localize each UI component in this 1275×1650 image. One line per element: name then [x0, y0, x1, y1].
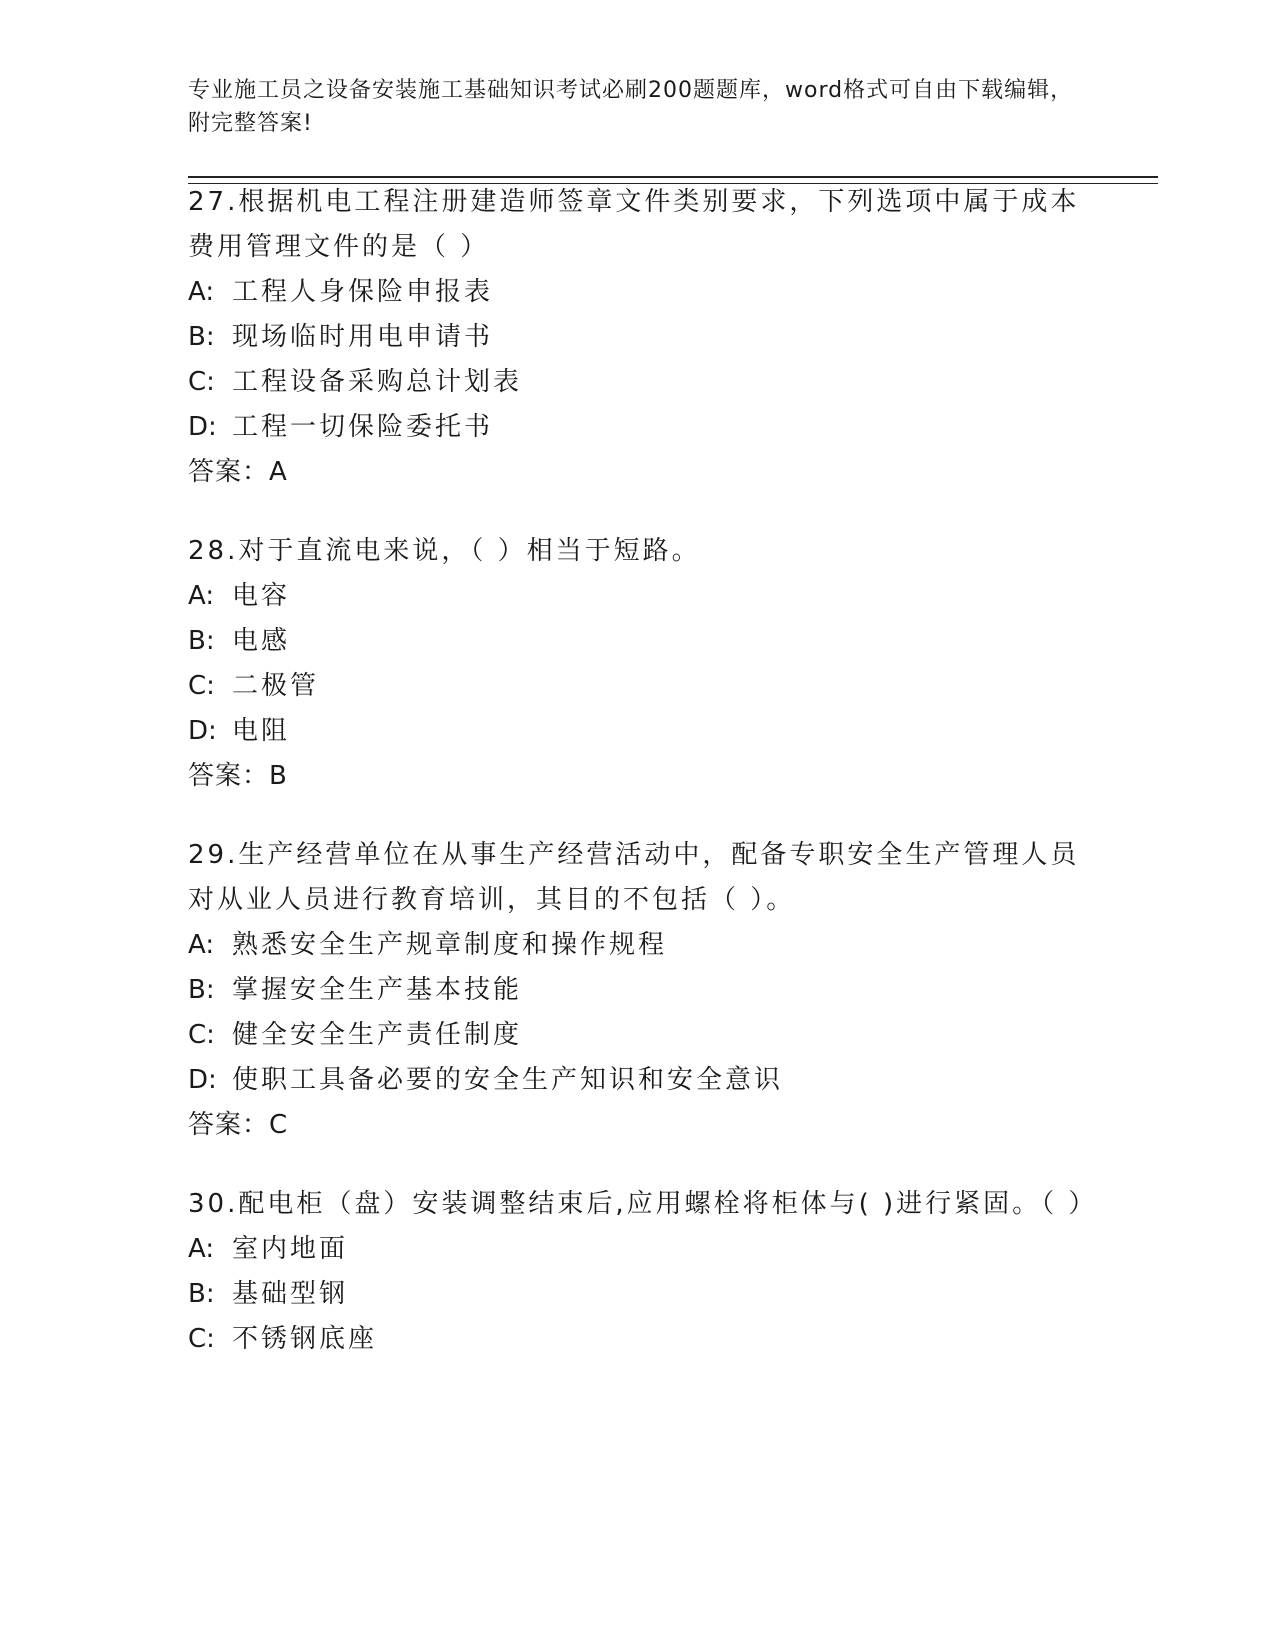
option-text: 使职工具备必要的安全生产知识和安全意识 [232, 1065, 784, 1095]
option-text: 电阻 [232, 716, 291, 746]
option-c [188, 1317, 1088, 1362]
header-divider-thick [188, 176, 1158, 178]
option-text: 二极管 [232, 671, 320, 701]
option-key: B: [188, 626, 215, 656]
option-text: 熟悉安全生产规章制度和操作规程 [232, 930, 668, 960]
answer: 答案：C [188, 1110, 289, 1140]
option-text: 工程一切保险委托书 [232, 412, 494, 442]
option-key: B: [188, 322, 215, 352]
option-key: A: [188, 930, 215, 960]
option-text: 工程人身保险申报表 [232, 277, 494, 307]
option-key: C: [188, 1020, 215, 1050]
option-key: C: [188, 671, 215, 701]
document-header: 专业施工员之设备安装施工基础知识考试必刷200题题库，word格式可自由下载编辑，附完整答案! [188, 78, 1074, 136]
option-a [188, 574, 1088, 619]
option-text: 电容 [232, 581, 291, 611]
option-text: 现场临时用电申请书 [232, 322, 494, 352]
option-text: 健全安全生产责任制度 [232, 1020, 523, 1050]
option-text: 室内地面 [232, 1234, 349, 1264]
option-text: 不锈钢底座 [232, 1324, 378, 1354]
option-text: 工程设备采购总计划表 [232, 367, 523, 397]
question-28 [188, 529, 1088, 799]
question-27 [188, 180, 1088, 495]
option-a [188, 1227, 1088, 1272]
option-key: C: [188, 367, 215, 397]
option-c [188, 664, 1088, 709]
option-c [188, 360, 1088, 405]
option-text: 电感 [232, 626, 291, 656]
option-a [188, 270, 1088, 315]
option-key: D: [188, 1065, 217, 1095]
option-d [188, 1058, 1088, 1103]
option-key: A: [188, 277, 215, 307]
option-c [188, 1013, 1088, 1058]
question-29 [188, 833, 1088, 1148]
option-text: 基础型钢 [232, 1279, 349, 1309]
option-b [188, 619, 1088, 664]
option-key: A: [188, 581, 215, 611]
question-30 [188, 1182, 1098, 1362]
option-b [188, 1272, 1088, 1317]
option-key: B: [188, 1279, 215, 1309]
answer: 答案：B [188, 761, 288, 791]
option-key: C: [188, 1324, 215, 1354]
option-b [188, 968, 1088, 1013]
option-key: D: [188, 716, 217, 746]
option-key: D: [188, 412, 217, 442]
question-stem: 27.根据机电工程注册建造师签章文件类别要求，下列选项中属于成本费用管理文件的是（ ） [188, 187, 1080, 262]
question-stem: 28.对于直流电来说，（ ）相当于短路。 [188, 536, 701, 566]
option-key: B: [188, 975, 215, 1005]
option-key: A: [188, 1234, 215, 1264]
answer: 答案：A [188, 457, 288, 487]
option-a [188, 923, 1088, 968]
option-d [188, 709, 1088, 754]
question-stem: 29.生产经营单位在从事生产经营活动中，配备专职安全生产管理人员对从业人员进行教育培训，其目的不包括（ ）。 [188, 840, 1080, 915]
option-d [188, 405, 1088, 450]
option-text: 掌握安全生产基本技能 [232, 975, 523, 1005]
question-stem: 30.配电柜（盘）安装调整结束后,应用螺栓将柜体与( )进行紧固。（ ） [188, 1189, 1098, 1219]
option-b [188, 315, 1088, 360]
